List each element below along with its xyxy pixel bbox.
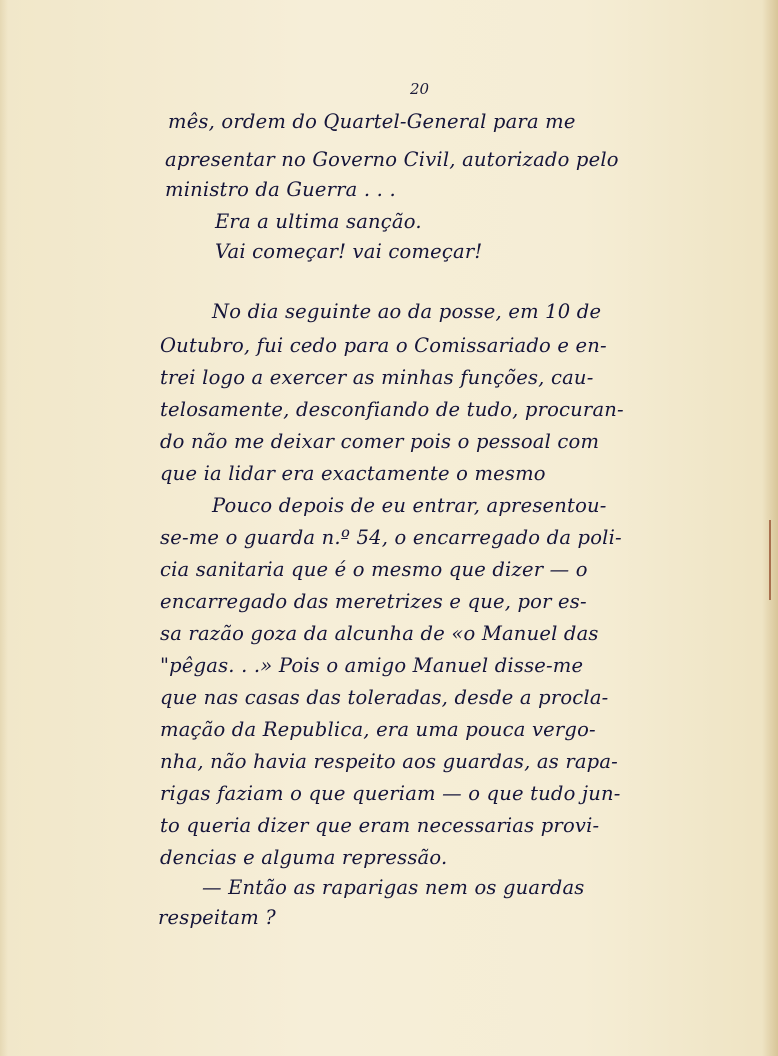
text-line: telosamente, desconfiando de tudo, procuran- [160, 398, 624, 421]
text-line: mês, ordem do Quartel-General para me [168, 110, 576, 133]
text-line: se-me o guarda n.º 54, o encarregado da poli- [160, 526, 622, 549]
text-line: Outubro, fui cedo para o Comissariado e en- [160, 334, 607, 357]
text-line: "pêgas. . .» Pois o amigo Manuel disse-me [160, 654, 584, 677]
text-line: sa razão goza da alcunha de «o Manuel das [160, 622, 599, 645]
text-line: nha, não havia respeito aos guardas, as rapa- [160, 750, 618, 773]
binding-thread [769, 520, 771, 600]
page-number: 20 [410, 80, 430, 98]
text-line: respeitam ? [158, 906, 276, 929]
text-line: ministro da Guerra . . . [165, 178, 396, 201]
text-line: — Então as raparigas nem os guardas [202, 876, 585, 899]
text-line: encarregado das meretrizes e que, por es- [160, 590, 587, 613]
text-line: cia sanitaria que é o mesmo que dizer — o [160, 558, 588, 581]
text-line: que ia lidar era exactamente o mesmo [160, 462, 546, 485]
text-line: Pouco depois de eu entrar, apresentou- [212, 494, 607, 517]
text-line: apresentar no Governo Civil, autorizado pelo [165, 148, 619, 171]
text-line: dencias e alguma repressão. [160, 846, 448, 869]
text-line: rigas faziam o que queriam — o que tudo jun- [160, 782, 621, 805]
text-line: No dia seguinte ao da posse, em 10 de [212, 300, 602, 323]
text-line: que nas casas das toleradas, desde a procla- [160, 686, 609, 709]
page-left-edge [0, 0, 8, 1056]
text-line: mação da Republica, era uma pouca vergo- [160, 718, 596, 741]
text-line: do não me deixar comer pois o pessoal com [160, 430, 600, 453]
text-line: to queria dizer que eram necessarias provi- [160, 814, 600, 837]
text-line: Vai começar! vai começar! [215, 240, 483, 263]
text-line: Era a ultima sanção. [215, 210, 422, 233]
text-line: trei logo a exercer as minhas funções, cau- [160, 366, 594, 389]
